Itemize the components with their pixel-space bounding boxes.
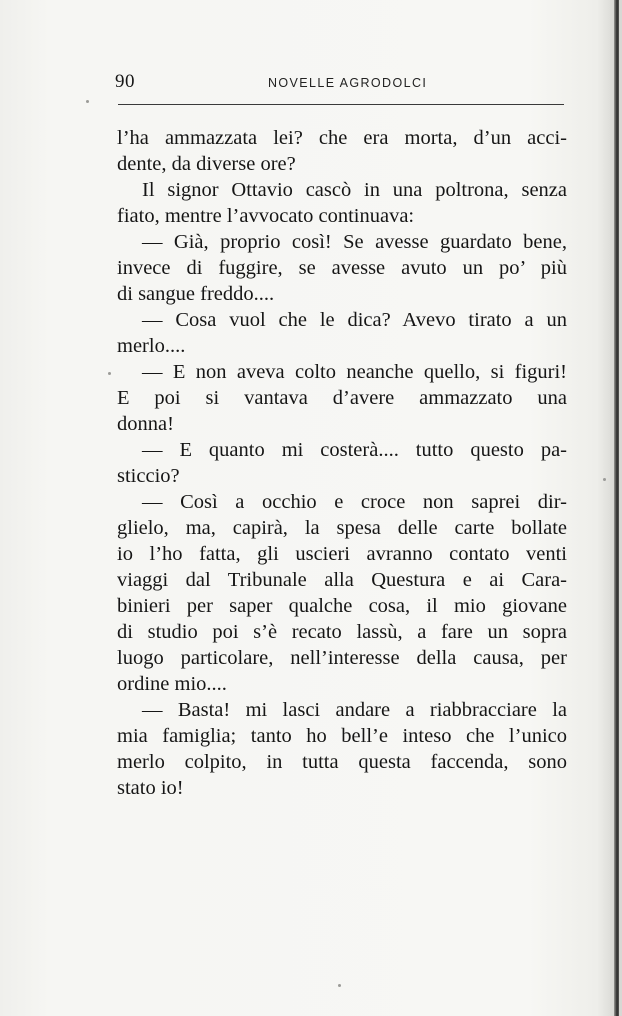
paper-speck [603,478,606,481]
text-line: — Basta! mi lasci andare a riabbracciare la [142,699,567,721]
text-line: fiato, mentre l’avvocato continuava: [117,205,415,227]
page-edge-shadow [614,0,619,1016]
body-text [117,125,567,801]
text-line: E poi si vantava d’avere ammazzato una [117,387,567,409]
header-rule [118,104,564,105]
page-number: 90 [115,71,135,92]
text-line: di studio poi s’è recato lassù, a fare un sopra [117,621,567,643]
text-line: l’ha ammazzata lei? che era morta, d’un acci- [117,127,567,149]
text-line: sticcio? [117,465,180,487]
text-line: dente, da diverse ore? [117,153,296,175]
text-line: merlo.... [117,335,186,357]
text-line: merlo colpito, in tutta questa faccenda, sono [117,751,567,773]
text-line: invece di fuggire, se avesse avuto un po’ più [117,257,567,279]
running-head [115,71,565,95]
text-line: Il signor Ottavio cascò in una poltrona, senza [142,179,567,201]
paper-speck [108,372,111,375]
text-line: stato io! [117,777,184,799]
text-line: di sangue freddo.... [117,283,275,305]
paper-speck [86,100,89,103]
paper-speck [338,984,341,987]
text-line: — E quanto mi costerà.... tutto questo pa- [142,439,567,461]
text-line: — E non aveva colto neanche quello, si figuri! [142,361,567,383]
text-line: luogo particolare, nell’interesse della causa, per [117,647,567,669]
text-line: ordine mio.... [117,673,227,695]
text-line: — Così a occhio e croce non saprei dir- [142,491,567,513]
text-line: io l’ho fatta, gli uscieri avranno contato venti [117,543,567,565]
text-line: glielo, ma, capirà, la spesa delle carte bollate [117,517,567,539]
text-line: donna! [117,413,174,435]
text-line: viaggi dal Tribunale alla Questura e ai Cara- [117,569,567,591]
running-title: NOVELLE AGRODOLCI [268,76,428,90]
text-line: — Cosa vuol che le dica? Avevo tirato a un [142,309,567,331]
text-line: mia famiglia; tanto ho bell’e inteso che l’unico [117,725,567,747]
text-line: binieri per saper qualche cosa, il mio giovane [117,595,567,617]
text-line: — Già, proprio così! Se avesse guardato bene, [142,231,567,253]
